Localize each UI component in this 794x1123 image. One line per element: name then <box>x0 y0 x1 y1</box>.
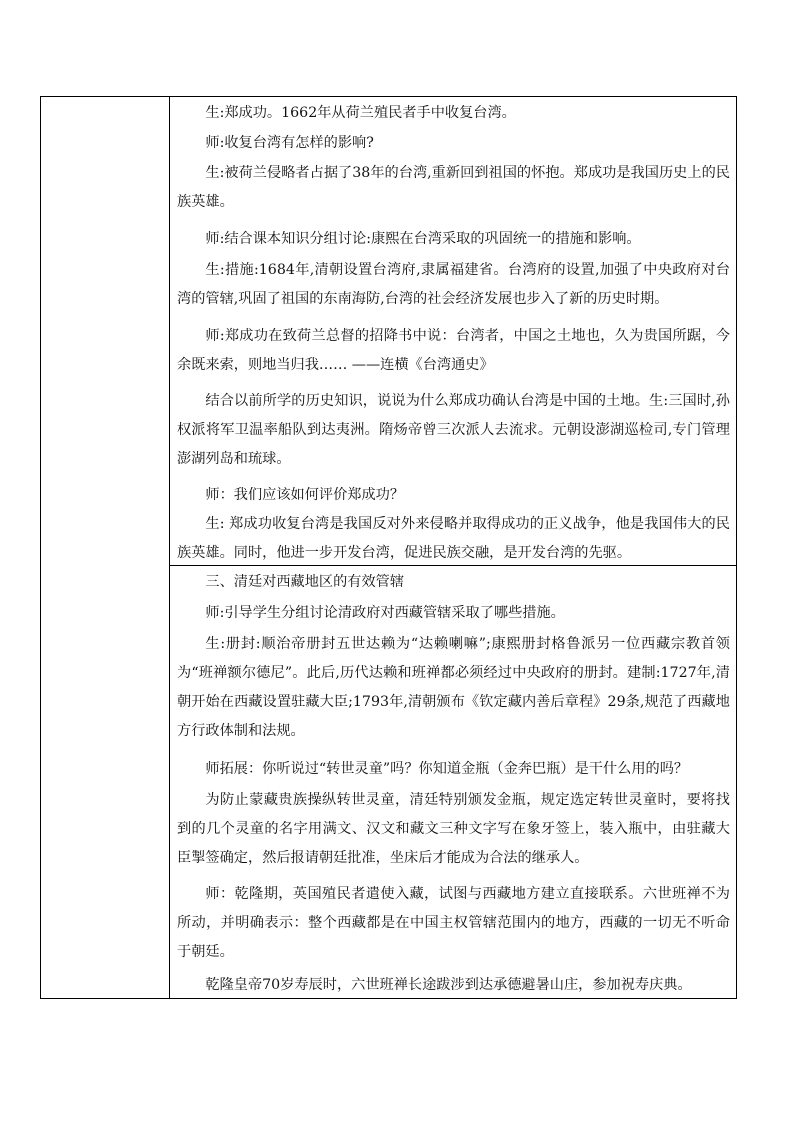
paragraph-student-measures: 生:措施:1684年,清朝设置台湾府,隶属福建省。台湾府的设置,加强了中央政府对台湾的管辖,巩固了祖国的东南海防,台湾的社会经济发展也步入了新的历史时期。 <box>177 262 730 307</box>
paragraph-teacher-discussion: 师:结合课本知识分组讨论:康熙在台湾采取的巩固统一的措施和影响。 <box>205 231 641 247</box>
paragraph-student-evaluation: 生: 郑成功收复台湾是我国反对外来侵略并取得成功的正义战争，他是我国伟大的民族英雄。同时，他进一步开发台湾，促进民族交融，是开发台湾的先驱。 <box>177 516 730 561</box>
paragraph-teacher-extension: 师拓展：你听说过“转世灵童”吗？你知道金瓶（金奔巴瓶）是干什么用的吗？ <box>205 761 689 777</box>
taiwan-section-cell <box>170 97 736 566</box>
paragraph-qianlong-british: 师：乾隆期，英国殖民者遣使入藏，试图与西藏地方建立直接联系。六世班禅不为所动，并明确表示：整个西藏都是在中国主权管辖范围内的地方，西藏的一切无不听命于朝廷。 <box>177 886 730 960</box>
paragraph-history-reason: 结合以前所学的历史知识，说说为什么郑成功确认台湾是中国的土地。生:三国时,孙权派将军卫温率船队到达夷洲。隋炀帝曾三次派人去流求。元朝设澎湖巡检司,专门管理澎湖列岛和琉球。 <box>177 393 730 467</box>
paragraph-teacher-quote: 师:郑成功在致荷兰总督的招降书中说：台湾者，中国之土地也，久为贵国所踞，今余既来索，则地当归我…… ——连横《台湾通史》 <box>177 328 730 373</box>
section-heading-tibet: 三、清廷对西藏地区的有效管辖 <box>205 574 405 590</box>
paragraph-teacher-tibet-discussion: 师:引导学生分组讨论清政府对西藏管辖采取了哪些措施。 <box>205 605 565 621</box>
paragraph-student-tibet-measures: 生:册封:顺治帝册封五世达赖为“达赖喇嘛”;康熙册封格鲁派另一位西藏宗教首领为“班禅额尔德尼”。此后,历代达赖和班禅都必须经过中央政府的册封。建制:1727年,清朝开始在西藏设置驻藏大臣;1793年,清朝颁布《钦定藏内善后章程》29条,规范了西藏地方行政体制和法规。 <box>177 636 730 739</box>
paragraph-teacher-evaluation-question: 师：我们应该如何评价郑成功？ <box>205 487 405 503</box>
table-right-column <box>170 97 736 998</box>
paragraph-panchen-birthday: 乾隆皇帝70岁寿辰时，六世班禅长途跋涉到达承德避暑山庄，参加祝寿庆典。 <box>205 977 692 993</box>
paragraph-teacher-impact-question: 师:收复台湾有怎样的影响? <box>205 135 374 151</box>
paragraph-golden-urn: 为防止蒙藏贵族操纵转世灵童，清廷特别颁发金瓶，规定选定转世灵童时，要将找到的几个灵童的名字用满文、汉文和藏文三种文字写在象牙签上，装入瓶中，由驻藏大臣掣签确定，然后报请朝廷批准，坐床后才能成为合法的继承人。 <box>177 792 730 866</box>
paragraph-student-impact-answer: 生:被荷兰侵略者占据了38年的台湾,重新回到祖国的怀抱。郑成功是我国历史上的民族英雄。 <box>177 165 730 210</box>
paragraph-student-zheng-chenggong: 生:郑成功。1662年从荷兰殖民者手中收复台湾。 <box>205 105 516 121</box>
table-left-column <box>41 97 170 998</box>
tibet-section-cell <box>170 566 736 998</box>
lesson-table <box>40 96 737 999</box>
